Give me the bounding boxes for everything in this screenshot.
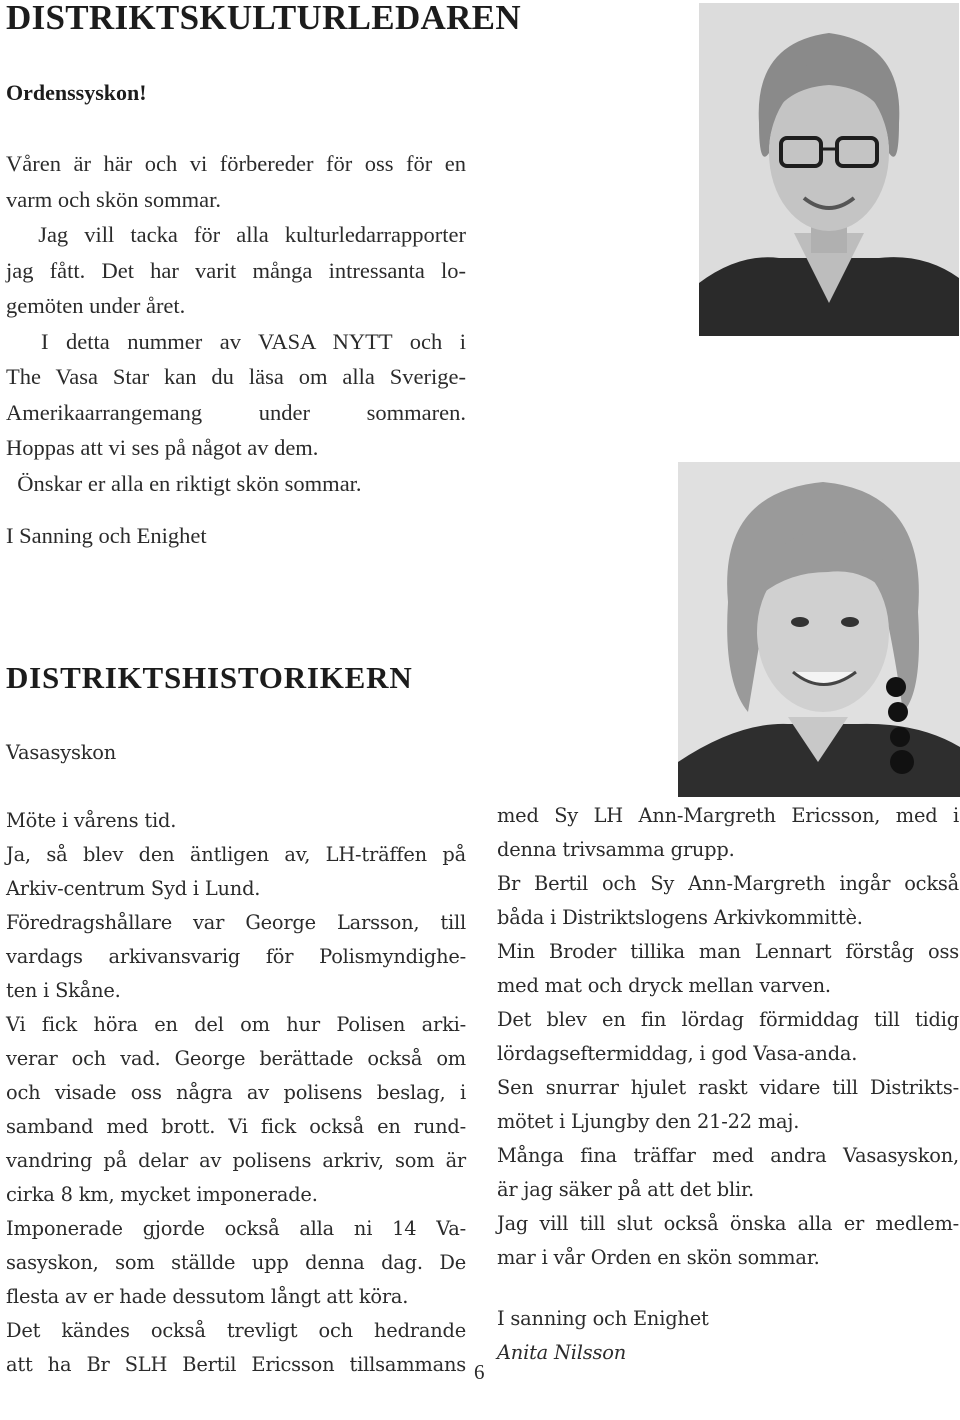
body-line: med mat och dryck mellan varven. <box>497 974 831 997</box>
body-line: båda i Distriktslogens Arkivkommittè. <box>497 906 863 929</box>
body-line: verar och vad. George berättade också om <box>6 1047 466 1070</box>
body-line: denna trivsamma grupp. <box>497 838 735 861</box>
body-line: Imponerade gjorde också alla ni 14 Va- <box>6 1217 466 1240</box>
body-line: Våren är här och vi förbereder för oss för en <box>6 151 466 176</box>
portrait-image-1 <box>699 3 959 336</box>
section-1-body <box>6 146 466 501</box>
body-line: är jag säker på att det blir. <box>497 1178 754 1201</box>
portrait-photo-2 <box>678 462 960 797</box>
body-line: Möte i vårens tid. <box>6 809 177 832</box>
body-line: vardags arkivansvarig för Polismyndighe- <box>6 945 466 968</box>
section-2-greeting: Vasasyskon <box>6 741 117 764</box>
body-line: Min Broder tillika man Lennart förståg oss <box>497 940 959 963</box>
body-line: varm och skön sommar. <box>6 186 221 212</box>
body-line: att ha Br SLH Bertil Ericsson tillsammans <box>6 1353 466 1376</box>
body-line: Det blev en fin lördag förmiddag till tidig <box>497 1008 959 1031</box>
page-number: 6 <box>474 1360 485 1384</box>
section-1-heading: DISTRIKTSKULTURLEDAREN <box>6 0 521 37</box>
body-line: lördagseftermiddag, i god Vasa-anda. <box>497 1042 858 1065</box>
body-line: jag fått. Det har varit många intressanta lo- <box>6 257 466 283</box>
body-line: Sen snurrar hjulet raskt vidare till Distrikts- <box>497 1076 959 1099</box>
body-line: Många fina träffar med andra Vasasyskon, <box>497 1144 959 1167</box>
body-line: mar i vår Orden en skön sommar. <box>497 1246 820 1269</box>
body-line: Hoppas att vi ses på något av dem. <box>6 435 319 460</box>
body-line: cirka 8 km, mycket imponerade. <box>6 1183 318 1206</box>
body-line: Vi fick höra en del om hur Polisen arki- <box>6 1013 466 1036</box>
body-line: Amerikaarrangemang under sommaren. <box>6 399 466 425</box>
body-line: mötet i Ljungby den 21-22 maj. <box>497 1110 800 1133</box>
section-2-signoff-block <box>497 1302 709 1370</box>
section-1-signoff: I Sanning och Enighet <box>6 523 207 548</box>
section-2-column-2 <box>497 799 959 1275</box>
body-line: Jag vill till slut också önska alla er medlem- <box>497 1212 959 1235</box>
body-line: Arkiv-centrum Syd i Lund. <box>6 877 261 900</box>
portrait-photo-1 <box>699 3 959 336</box>
section-2-signoff: I sanning och Enighet <box>497 1307 709 1330</box>
body-line: Ja, så blev den äntligen av, LH-träffen på <box>6 843 466 866</box>
body-line: med Sy LH Ann-Margreth Ericsson, med i <box>497 804 959 827</box>
body-line: ten i Skåne. <box>6 979 121 1002</box>
body-line: The Vasa Star kan du läsa om alla Sverige- <box>6 364 466 389</box>
body-line: I detta nummer av VASA NYTT och i <box>6 328 466 354</box>
section-1-greeting: Ordenssyskon! <box>6 80 147 105</box>
body-line: vandring på delar av polisens arkriv, som är <box>6 1149 466 1172</box>
body-line: Det kändes också trevligt och hedrande <box>6 1319 466 1342</box>
portrait-image-2 <box>678 462 960 797</box>
body-line: Önskar er alla en riktigt skön sommar. <box>6 470 362 496</box>
body-line: samband med brott. Vi fick också en rund- <box>6 1115 466 1138</box>
body-line: Föredragshållare var George Larsson, till <box>6 911 466 934</box>
body-line: Jag vill tacka för alla kulturledarrapporter <box>6 222 466 247</box>
body-line: gemöten under året. <box>6 293 186 318</box>
section-2-column-1 <box>6 804 466 1382</box>
body-line: flesta av er hade dessutom långt att köra. <box>6 1285 409 1308</box>
body-line: och visade oss några av polisens beslag, i <box>6 1081 466 1104</box>
body-line: sasyskon, som ställde upp denna dag. De <box>6 1251 466 1274</box>
signoff-name: Anita Nilsson <box>497 1341 627 1364</box>
section-2-heading: DISTRIKTSHISTORIKERN <box>6 660 413 695</box>
body-line: Br Bertil och Sy Ann-Margreth ingår också <box>497 872 959 895</box>
